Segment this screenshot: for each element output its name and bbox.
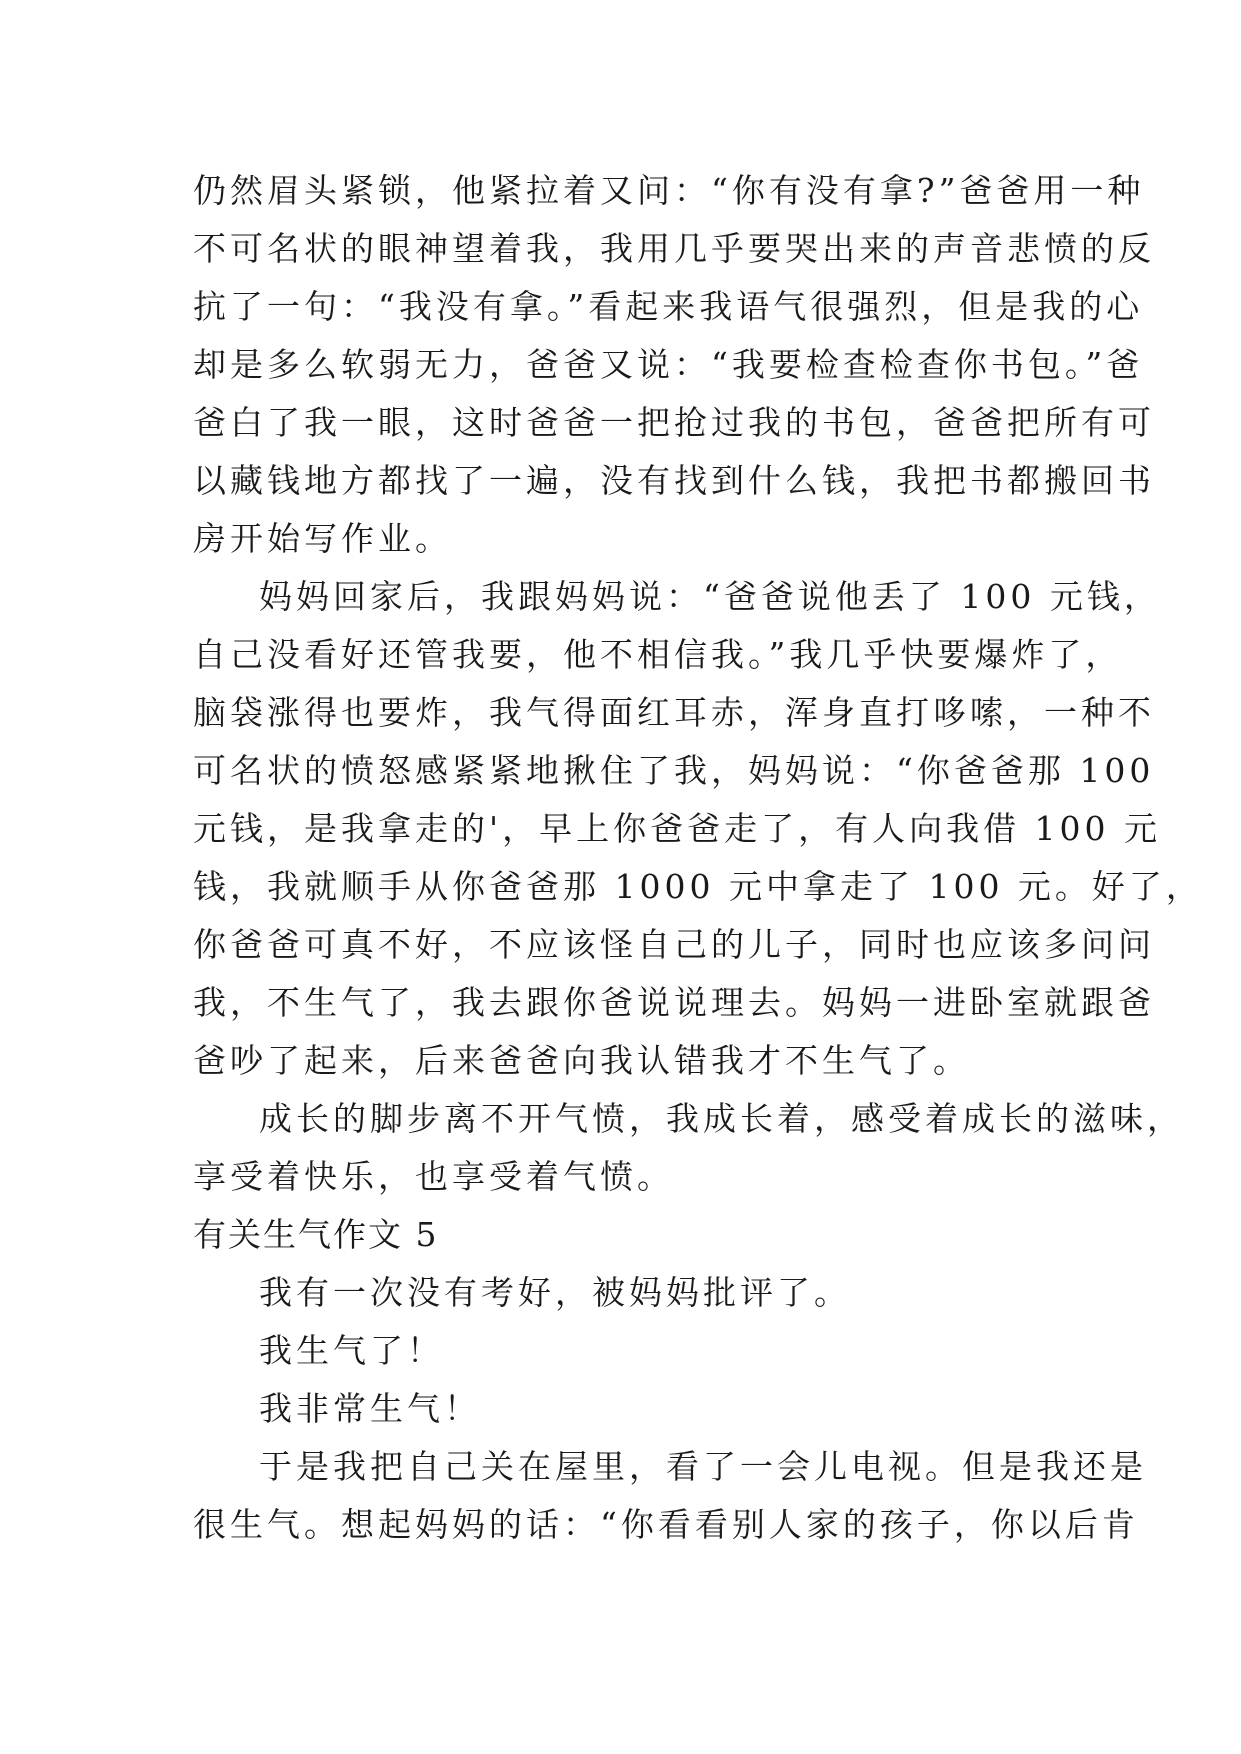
text-line: 脑袋涨得也要炸，我气得面红耳赤，浑身直打哆嗦，一种不 xyxy=(193,693,1155,732)
text-line: 抗了一句：“我没有拿。”看起来我语气很强烈，但是我的心 xyxy=(193,287,1144,326)
text-line: 你爸爸可真不好，不应该怪自己的儿子，同时也应该多问问 xyxy=(193,925,1155,964)
text-line: 不可名状的眼神望着我，我用几乎要哭出来的声音悲愤的反 xyxy=(193,229,1155,268)
text-line: 我生气了！ xyxy=(259,1331,444,1370)
text-line: 我，不生气了，我去跟你爸说说理去。妈妈一进卧室就跟爸 xyxy=(193,983,1155,1022)
document-body xyxy=(193,162,1203,1554)
text-line: 享受着快乐，也享受着气愤。 xyxy=(193,1157,674,1196)
text-line: 房开始写作业。 xyxy=(193,519,452,558)
text-line: 爸白了我一眼，这时爸爸一把抢过我的书包，爸爸把所有可 xyxy=(193,403,1155,442)
text-line: 自己没看好还管我要，他不相信我。”我几乎快要爆炸了， xyxy=(193,635,1123,674)
text-line: 我有一次没有考好，被妈妈批评了。 xyxy=(259,1273,851,1312)
text-line: 可名状的愤怒感紧紧地揪住了我，妈妈说：“你爸爸那 100 xyxy=(193,751,1155,790)
text-line: 妈妈回家后，我跟妈妈说：“爸爸说他丢了 100 元钱， xyxy=(259,577,1161,616)
text-line: 却是多么软弱无力，爸爸又说：“我要检查检查你书包。”爸 xyxy=(193,345,1144,384)
text-line: 元钱，是我拿走的'，早上你爸爸走了，有人向我借 100 元 xyxy=(193,809,1162,848)
text-line: 仍然眉头紧锁，他紧拉着又问：“你有没有拿?”爸爸用一种 xyxy=(193,171,1145,210)
section-heading: 有关生气作文 5 xyxy=(193,1215,439,1254)
text-line: 钱，我就顺手从你爸爸那 1000 元中拿走了 100 元。好了， xyxy=(193,867,1203,906)
text-line: 很生气。想起妈妈的话：“你看看别人家的孩子，你以后肯 xyxy=(193,1505,1139,1544)
text-line: 爸吵了起来，后来爸爸向我认错我才不生气了。 xyxy=(193,1041,970,1080)
text-line: 于是我把自己关在屋里，看了一会儿电视。但是我还是 xyxy=(259,1447,1147,1486)
text-line: 我非常生气！ xyxy=(259,1389,481,1428)
text-line: 成长的脚步离不开气愤，我成长着，感受着成长的滋味， xyxy=(259,1099,1184,1138)
text-line: 以藏钱地方都找了一遍，没有找到什么钱，我把书都搬回书 xyxy=(193,461,1155,500)
